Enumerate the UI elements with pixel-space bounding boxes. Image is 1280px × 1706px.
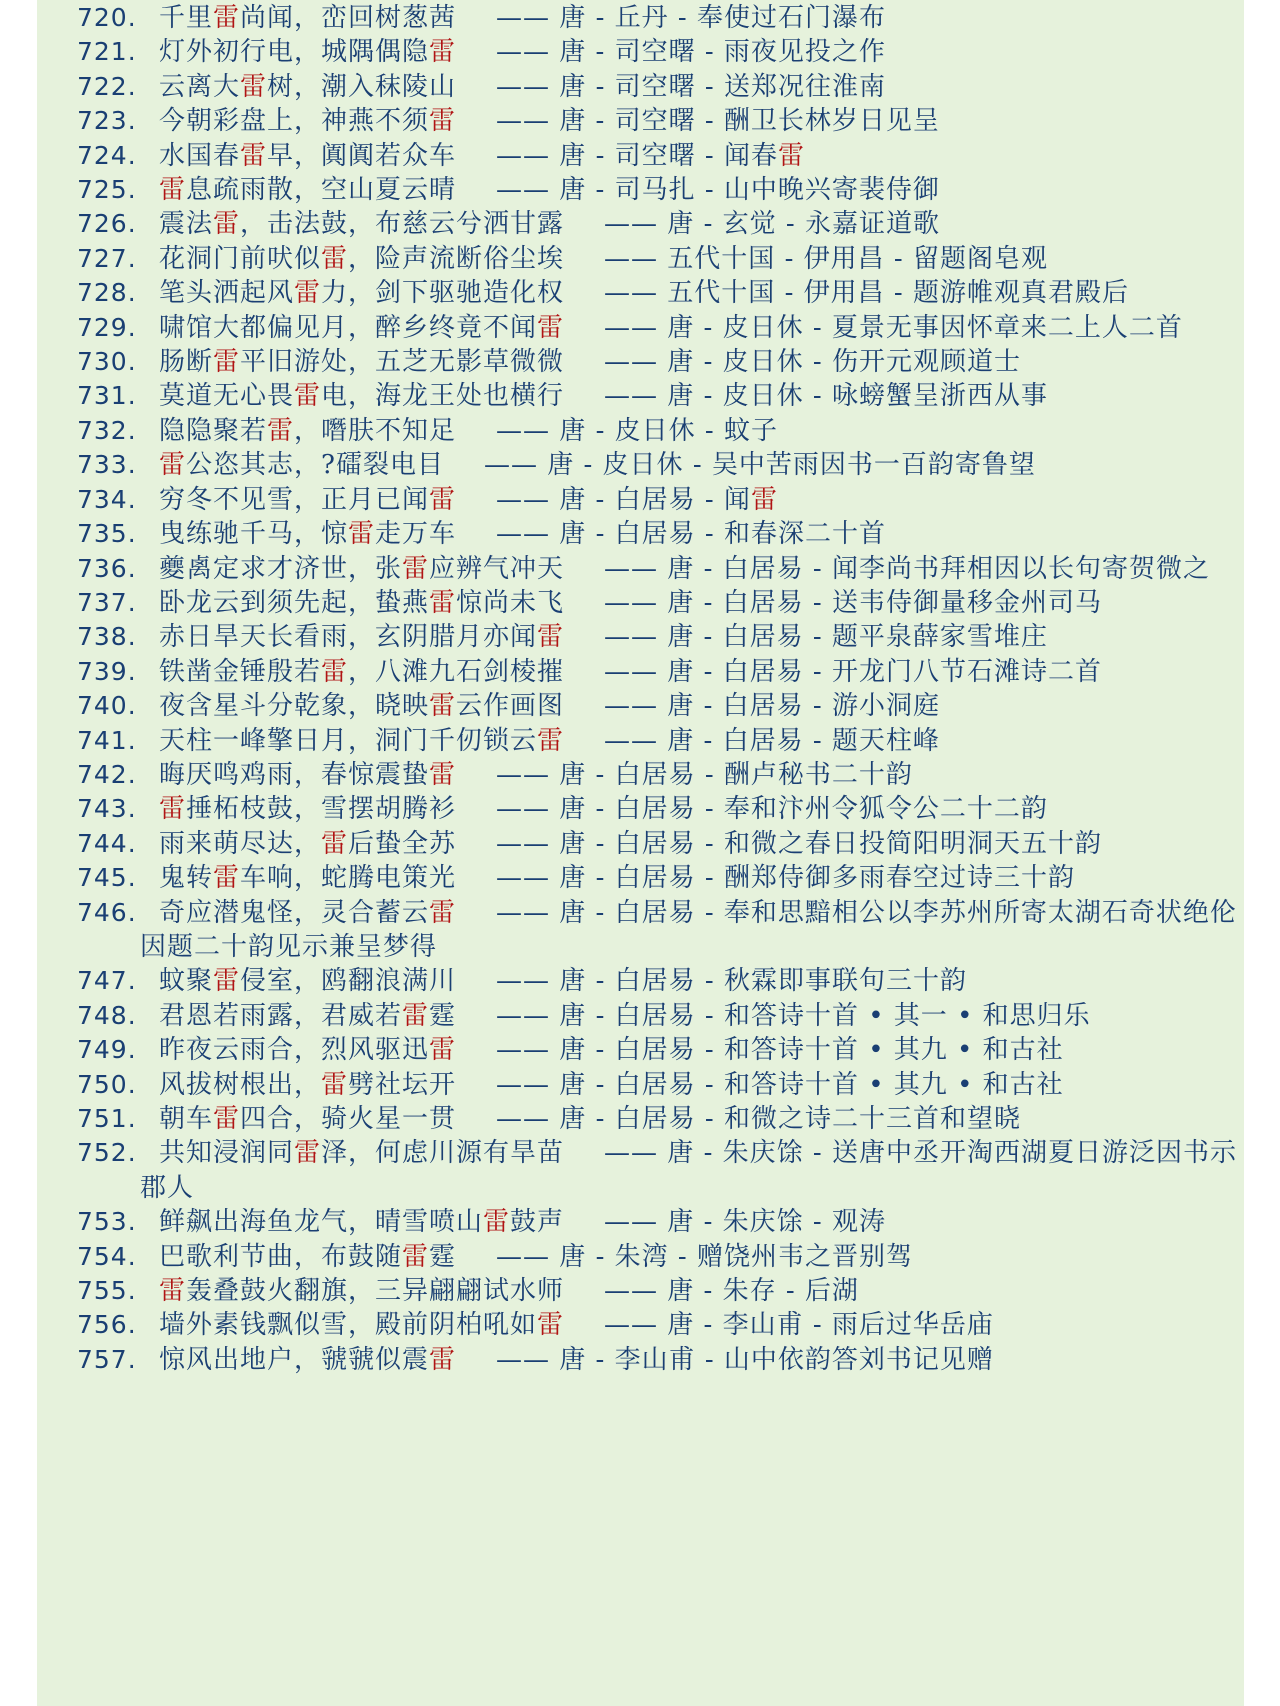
verse-text: 赤日旱天长看雨，玄阴腊月亦闻雷 [159, 622, 565, 653]
verse-text: 雨来萌尽达，雷后蛰全苏 [159, 828, 457, 859]
poem-source: —— 唐 - 白居易 - 和微之诗二十三首和望晓 [496, 1104, 1021, 1134]
entry-number: 753. [77, 1207, 137, 1237]
verse-text: 笔头洒起风雷力，剑下驱驰造化权 [159, 278, 565, 309]
poem-source: —— 唐 - 司空曙 - 酬卫长林岁日见呈 [496, 106, 940, 137]
poem-entry [67, 1033, 1244, 1067]
verse-text: 夜含星斗分乾象，晓映雷云作画图 [159, 691, 565, 722]
entry-number: 735. [77, 519, 137, 549]
highlighted-lei-char: 雷 [267, 415, 295, 446]
highlighted-lei-char: 雷 [537, 622, 565, 653]
verse-text: 昨夜云雨合，烈风驱迅雷 [159, 1035, 457, 1066]
poem-entry [67, 964, 1244, 998]
poem-source: —— 唐 - 司空曙 - 雨夜见投之作 [496, 37, 886, 68]
poem-entry [67, 861, 1244, 895]
entry-number: 751. [77, 1104, 137, 1133]
highlighted-lei-char: 雷 [159, 1276, 187, 1307]
highlighted-lei-char: 雷 [537, 312, 565, 343]
highlighted-lei-char: 雷 [429, 1035, 457, 1066]
poem-entry [67, 586, 1244, 620]
poem-source: —— 唐 - 白居易 - 和答诗十首 • 其一 • 和思归乐 [496, 1000, 1091, 1031]
poem-source: —— 唐 - 皮日休 - 蚊子 [496, 415, 778, 446]
highlighted-lei-char: 雷 [321, 656, 349, 687]
entry-number: 752. [77, 1138, 137, 1168]
entry-number: 743. [77, 794, 137, 824]
poem-entry [67, 1240, 1244, 1274]
highlighted-lei-char: 雷 [429, 484, 457, 515]
entry-number: 750. [77, 1069, 137, 1099]
poem-entry [67, 1068, 1244, 1102]
poem-entry [67, 792, 1244, 826]
highlighted-lei-char: 雷 [429, 587, 457, 618]
highlighted-lei-char: 雷 [240, 140, 268, 171]
entry-number: 720. [77, 3, 137, 32]
poem-entry [67, 1308, 1244, 1342]
poem-entry [67, 311, 1244, 345]
verse-text: 奇应潜鬼怪，灵合蓄云雷 [159, 897, 457, 928]
entry-number: 729. [77, 312, 137, 342]
entry-number: 730. [77, 347, 137, 377]
entry-number: 722. [77, 71, 137, 101]
poem-entry [67, 414, 1244, 448]
poem-source: —— 唐 - 皮日休 - 咏螃蟹呈浙西从事 [604, 381, 1048, 412]
entry-number: 726. [77, 209, 137, 239]
highlighted-lei-char: 雷 [429, 897, 457, 928]
poem-source: —— 唐 - 朱存 - 后湖 [604, 1276, 859, 1307]
verse-text: 隐隐聚若雷，噆肤不知足 [159, 415, 457, 446]
verse-text: 水国春雷早，阗阗若众车 [159, 140, 457, 171]
poem-entry [67, 70, 1244, 104]
highlighted-lei-char: 雷 [321, 828, 349, 859]
entry-number: 756. [77, 1310, 137, 1340]
poem-source: —— 唐 - 白居易 - 题天柱峰 [604, 725, 940, 756]
verse-text: 铁凿金锤殷若雷，八滩九石剑棱摧 [159, 656, 565, 687]
highlighted-lei-char: 雷 [213, 3, 241, 33]
verse-text: 墙外素钱飘似雪，殿前阴柏吼如雷 [159, 1310, 565, 1341]
poem-source: —— 唐 - 白居易 - 和答诗十首 • 其九 • 和古社 [496, 1035, 1064, 1066]
verse-text: 云离大雷树，潮入秣陵山 [159, 71, 457, 102]
verse-text: 莫道无心畏雷电，海龙王处也横行 [159, 381, 565, 412]
entry-number: 747. [77, 966, 137, 996]
verse-text: 惊风出地户，虢虢似震雷 [159, 1344, 457, 1375]
highlighted-lei-char: 雷 [321, 243, 349, 274]
entry-number: 723. [77, 106, 137, 136]
poem-source: —— 唐 - 司马扎 - 山中晚兴寄裴侍御 [496, 175, 940, 206]
verse-text: 雷捶柘枝鼓，雪摆胡腾衫 [159, 794, 457, 825]
entry-number: 737. [77, 587, 137, 617]
poem-entry [67, 345, 1244, 379]
entry-number: 741. [77, 725, 137, 755]
verse-text: 鬼转雷车响，蛇腾电策光 [159, 863, 457, 894]
poem-entry [67, 276, 1244, 310]
verse-text: 蚊聚雷侵室，鸥翻浪满川 [159, 966, 457, 997]
poem-source: —— 唐 - 皮日休 - 吴中苦雨因书一百韵寄鲁望 [483, 450, 1036, 481]
poem-source: —— 唐 - 李山甫 - 雨后过华岳庙 [604, 1310, 994, 1341]
poem-entry [67, 1205, 1244, 1239]
verse-text: 天柱一峰擎日月，洞门千仞锁云雷 [159, 725, 565, 756]
verse-text: 雷公恣其志，?礌裂电目 [159, 450, 444, 481]
entry-number: 725. [77, 175, 137, 205]
poem-source: —— 唐 - 白居易 - 游小洞庭 [604, 691, 940, 722]
entry-number: 744. [77, 828, 137, 858]
poem-source: —— 五代十国 - 伊用昌 - 题游帷观真君殿后 [604, 278, 1129, 309]
highlighted-lei-char: 雷 [777, 140, 805, 171]
poem-source: —— 唐 - 白居易 - 酬郑侍御多雨春空过诗三十韵 [496, 863, 1075, 894]
highlighted-lei-char: 雷 [294, 1138, 322, 1169]
verse-text: 夔禼定求才济世，张雷应辨气冲天 [159, 553, 565, 584]
entry-number: 724. [77, 140, 137, 170]
poem-source: —— 唐 - 白居易 - 和微之春日投简阳明洞天五十韵 [496, 828, 1102, 859]
poem-source: —— 唐 - 白居易 - 送韦侍御量移金州司马 [604, 587, 1102, 618]
entry-number: 740. [77, 691, 137, 721]
verse-text: 巴歌利节曲，布鼓随雷霆 [159, 1241, 457, 1272]
document-page [37, 0, 1244, 1706]
poem-source: —— 唐 - 白居易 - 开龙门八节石滩诗二首 [604, 656, 1102, 687]
highlighted-lei-char: 雷 [483, 1207, 511, 1238]
entry-number: 727. [77, 243, 137, 273]
highlighted-lei-char: 雷 [429, 106, 457, 137]
entry-number: 742. [77, 759, 137, 789]
poem-entry [67, 724, 1244, 758]
entry-number: 755. [77, 1276, 137, 1306]
poem-source: —— 唐 - 白居易 - 闻李尚书拜相因以长句寄贺微之 [604, 553, 1210, 584]
poem-line-list [37, 0, 1244, 1377]
verse-text: 卧龙云到须先起，蛰燕雷惊尚未飞 [159, 587, 565, 618]
highlighted-lei-char: 雷 [429, 759, 457, 790]
poem-entry [67, 483, 1244, 517]
highlighted-lei-char: 雷 [213, 209, 241, 240]
poem-entry [67, 1343, 1244, 1377]
entry-number: 738. [77, 622, 137, 652]
poem-source: —— 唐 - 朱湾 - 赠饶州韦之晋别驾 [496, 1241, 913, 1272]
highlighted-lei-char: 雷 [213, 966, 241, 997]
poem-entry [67, 104, 1244, 138]
verse-text: 千里雷尚闻，峦回树葱茜 [159, 3, 457, 33]
verse-text: 共知浸润同雷泽，何虑川源有旱苗 [159, 1138, 565, 1169]
poem-source: —— 唐 - 白居易 - 奉和思黯相公以李苏州所寄太湖石奇状绝伦因题二十韵见示兼呈梦得 [140, 897, 1237, 962]
poem-entry [67, 689, 1244, 723]
poem-entry [67, 999, 1244, 1033]
poem-source: —— 唐 - 白居易 - 奉和汴州令狐令公二十二韵 [496, 794, 1048, 825]
entry-number: 721. [77, 37, 137, 67]
poem-source: —— 唐 - 白居易 - 题平泉薛家雪堆庄 [604, 622, 1048, 653]
entry-number: 731. [77, 381, 137, 411]
verse-text: 今朝彩盘上，神燕不须雷 [159, 106, 457, 137]
poem-source: —— 唐 - 白居易 - 酬卢秘书二十韵 [496, 759, 913, 790]
entry-number: 745. [77, 863, 137, 893]
highlighted-lei-char: 雷 [537, 1310, 565, 1341]
verse-text: 啸馆大都偏见月，醉乡终竟不闻雷 [159, 312, 565, 343]
poem-entry [67, 1102, 1244, 1136]
poem-entry [67, 448, 1244, 482]
entry-number: 757. [77, 1344, 137, 1374]
highlighted-lei-char: 雷 [750, 484, 778, 515]
poem-source: —— 唐 - 玄觉 - 永嘉证道歌 [604, 209, 940, 240]
highlighted-lei-char: 雷 [429, 37, 457, 68]
poem-entry [67, 655, 1244, 689]
poem-entry [67, 173, 1244, 207]
poem-entry [67, 35, 1244, 69]
highlighted-lei-char: 雷 [402, 1000, 430, 1031]
verse-text: 花洞门前吠似雷，险声流断俗尘埃 [159, 243, 565, 274]
verse-text: 朝车雷四合，骑火星一贯 [159, 1104, 457, 1134]
highlighted-lei-char: 雷 [213, 1104, 241, 1134]
verse-text: 鲜飙出海鱼龙气，晴雪喷山雷鼓声 [159, 1207, 565, 1238]
verse-text: 曳练驰千马，惊雷走万车 [159, 519, 457, 550]
poem-source: —— 五代十国 - 伊用昌 - 留题阁皂观 [604, 243, 1048, 274]
highlighted-lei-char: 雷 [402, 1241, 430, 1272]
poem-source: —— 唐 - 皮日休 - 伤开元观顾道士 [604, 347, 1021, 378]
poem-entry [67, 896, 1244, 965]
highlighted-lei-char: 雷 [402, 553, 430, 584]
poem-source: —— 唐 - 丘丹 - 奉使过石门瀑布 [496, 3, 886, 33]
highlighted-lei-char: 雷 [159, 450, 187, 481]
verse-text: 震法雷，击法鼓，布慈云兮洒甘露 [159, 209, 565, 240]
entry-number: 748. [77, 1000, 137, 1030]
poem-source: —— 唐 - 朱庆馀 - 送唐中丞开淘西湖夏日游泛因书示郡人 [140, 1138, 1237, 1203]
verse-text: 风拔树根出，雷劈社坛开 [159, 1069, 457, 1100]
highlighted-lei-char: 雷 [159, 794, 187, 825]
poem-source: —— 唐 - 李山甫 - 山中依韵答刘书记见赠 [496, 1344, 994, 1375]
highlighted-lei-char: 雷 [348, 519, 376, 550]
poem-source: —— 唐 - 白居易 - 和春深二十首 [496, 519, 886, 550]
verse-text: 雷轰叠鼓火翻旗，三异翩翩试水师 [159, 1276, 565, 1307]
poem-entry [67, 207, 1244, 241]
entry-number: 754. [77, 1241, 137, 1271]
poem-source: —— 唐 - 司空曙 - 送郑况往淮南 [496, 71, 886, 102]
highlighted-lei-char: 雷 [537, 725, 565, 756]
poem-source: —— 唐 - 朱庆馀 - 观涛 [604, 1207, 886, 1238]
poem-entry [67, 517, 1244, 551]
entry-number: 739. [77, 656, 137, 686]
highlighted-lei-char: 雷 [240, 71, 268, 102]
highlighted-lei-char: 雷 [213, 863, 241, 894]
highlighted-lei-char: 雷 [429, 1344, 457, 1375]
entry-number: 749. [77, 1035, 137, 1065]
poem-source: —— 唐 - 白居易 - 和答诗十首 • 其九 • 和古社 [496, 1069, 1064, 1100]
poem-entry [67, 1136, 1244, 1205]
verse-text: 肠断雷平旧游处，五芝无影草微微 [159, 347, 565, 378]
verse-text: 穷冬不见雪，正月已闻雷 [159, 484, 457, 515]
poem-source: —— 唐 - 白居易 - 秋霖即事联句三十韵 [496, 966, 967, 997]
highlighted-lei-char: 雷 [213, 347, 241, 378]
poem-entry [67, 1274, 1244, 1308]
poem-entry [67, 552, 1244, 586]
poem-entry [67, 827, 1244, 861]
entry-number: 733. [77, 450, 137, 480]
poem-entry [67, 758, 1244, 792]
poem-entry [67, 242, 1244, 276]
poem-entry [67, 620, 1244, 654]
poem-source: —— 唐 - 皮日休 - 夏景无事因怀章来二上人二首 [604, 312, 1183, 343]
entry-number: 746. [77, 897, 137, 927]
highlighted-lei-char: 雷 [429, 691, 457, 722]
highlighted-lei-char: 雷 [294, 381, 322, 412]
entry-number: 736. [77, 553, 137, 583]
verse-text: 灯外初行电，城隅偶隐雷 [159, 37, 457, 68]
entry-number: 728. [77, 278, 137, 308]
poem-source: —— 唐 - 白居易 - 闻雷 [496, 484, 778, 515]
poem-source: —— 唐 - 司空曙 - 闻春雷 [496, 140, 805, 171]
poem-entry [67, 1, 1244, 35]
highlighted-lei-char: 雷 [159, 175, 187, 206]
entry-number: 732. [77, 415, 137, 445]
poem-entry [67, 379, 1244, 413]
entry-number: 734. [77, 484, 137, 514]
verse-text: 晦厌鸣鸡雨，春惊震蛰雷 [159, 759, 457, 790]
poem-entry [67, 139, 1244, 173]
highlighted-lei-char: 雷 [294, 278, 322, 309]
verse-text: 君恩若雨露，君威若雷霆 [159, 1000, 457, 1031]
verse-text: 雷息疏雨散，空山夏云晴 [159, 175, 457, 206]
highlighted-lei-char: 雷 [321, 1069, 349, 1100]
